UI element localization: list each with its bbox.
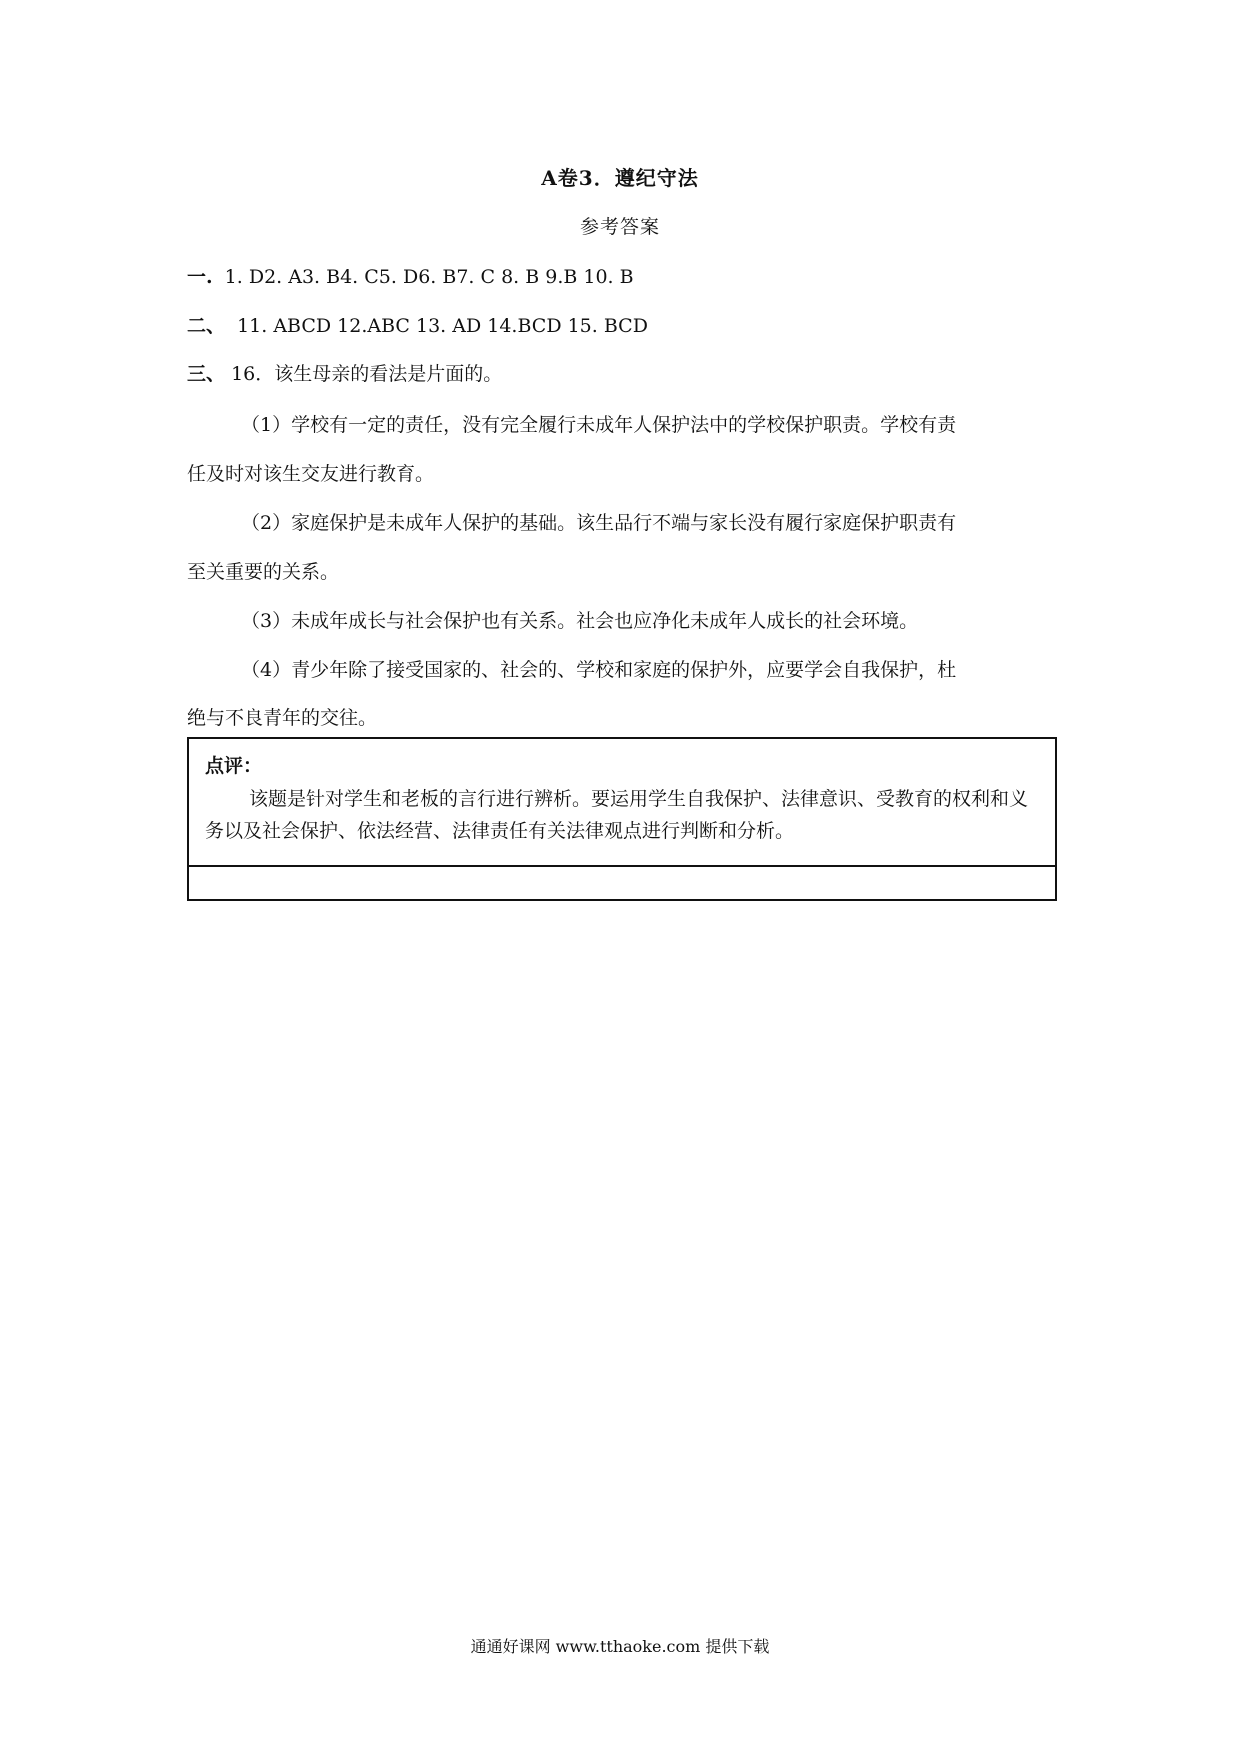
point-1-line-1: （1）学校有一定的责任，没有完全履行未成年人保护法中的学校保护职责。学校有责 bbox=[241, 414, 957, 436]
section-3-label: 三、 bbox=[187, 363, 226, 385]
point-2-line-1: （2）家庭保护是未成年人保护的基础。该生品行不端与家长没有履行家庭保护职责有 bbox=[241, 512, 957, 534]
document-title: A卷3．遵纪守法 bbox=[541, 166, 699, 190]
point-3-line-1: （3）未成年成长与社会保护也有关系。社会也应净化未成年人成长的社会环境。 bbox=[241, 610, 919, 632]
section-1-answer-text: 1. D2. A3. B4. C5. D6. B7. C 8. B 9.B 10. B bbox=[224, 266, 634, 288]
section-1-label: 一. bbox=[187, 266, 213, 288]
section-2-answers bbox=[187, 311, 1057, 338]
point-1-line-2: 任及时对该生交友进行教育。 bbox=[187, 463, 435, 485]
section-3-intro bbox=[187, 359, 1057, 386]
section-3-intro-text: 16．该生母亲的看法是片面的。 bbox=[231, 363, 503, 385]
point-2-line-2: 至关重要的关系。 bbox=[187, 561, 340, 583]
section-2-answer-text: 11. ABCD 12.ABC 13. AD 14.BCD 15. BCD bbox=[237, 315, 648, 337]
point-4-line-2: 绝与不良青年的交往。 bbox=[187, 707, 378, 729]
section-1-answers bbox=[187, 262, 1057, 289]
comment-body: 该题是针对学生和老板的言行进行辨析。要运用学生自我保护、法律意识、受教育的权利和义务以及社会保护、依法经营、法律责任有关法律观点进行判断和分析。 bbox=[205, 788, 1029, 842]
comment-content-cell bbox=[189, 739, 1055, 867]
section-2-label: 二、 bbox=[187, 315, 226, 337]
comment-title: 点评： bbox=[205, 755, 263, 777]
comment-box bbox=[187, 737, 1057, 901]
document-subtitle: 参考答案 bbox=[579, 216, 660, 238]
point-4-line-1: （4）青少年除了接受国家的、社会的、学校和家庭的保护外，应要学会自我保护，杜 bbox=[241, 659, 957, 681]
footer-text: 通通好课网 www.tthaoke.com 提供下载 bbox=[470, 1637, 770, 1656]
